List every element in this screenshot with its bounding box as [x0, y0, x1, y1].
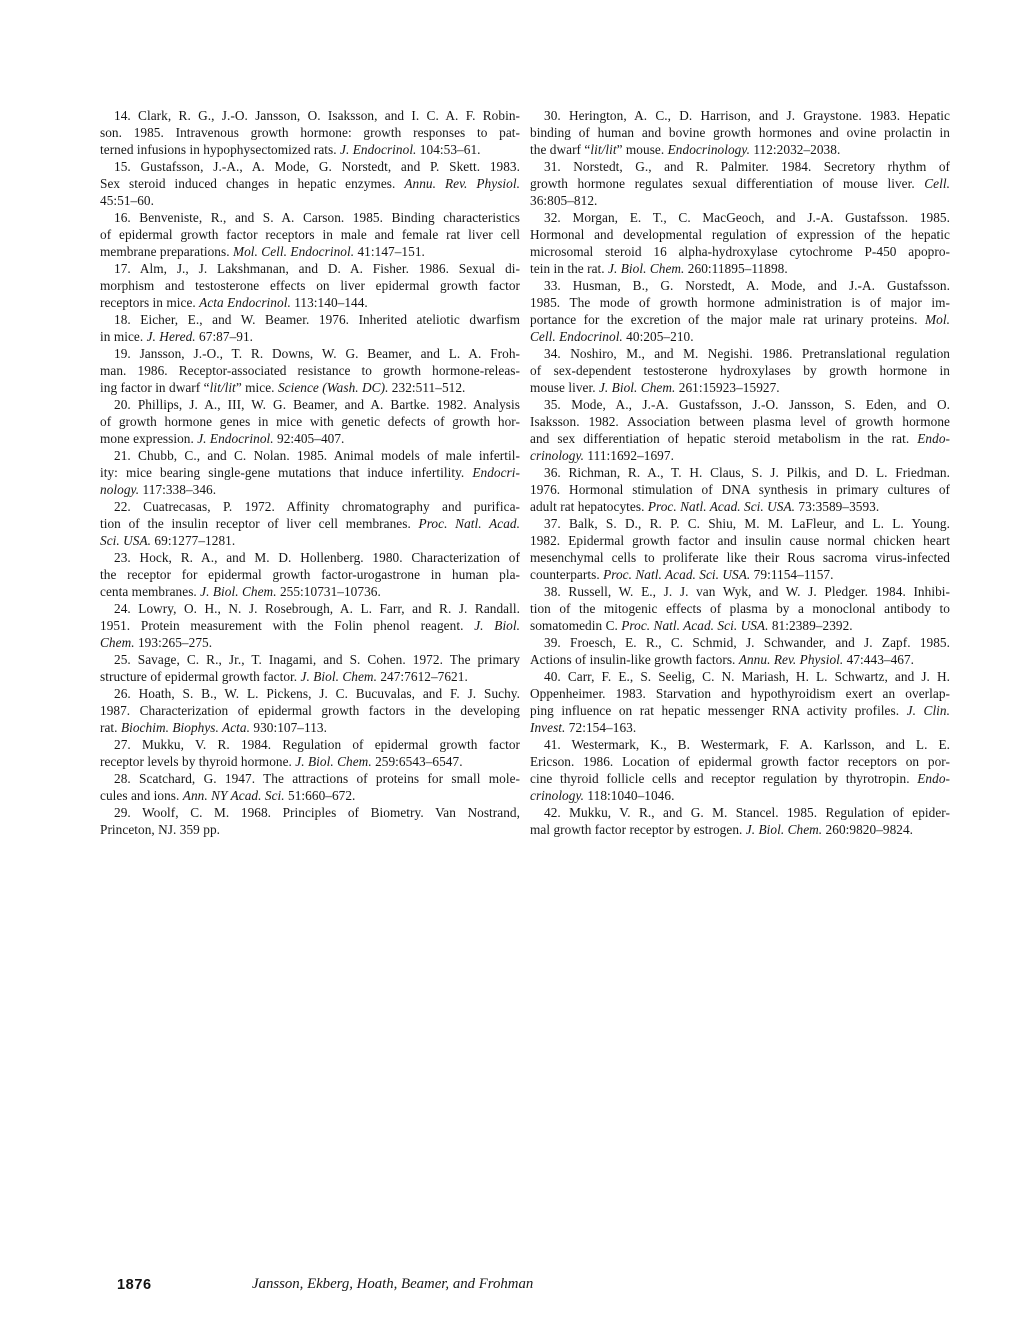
reference-line: 1982. Epidermal growth factor and insulin cause normal chicken heart: [530, 533, 950, 548]
reference-line: 18. Eicher, E., and W. Beamer. 1976. Inherited ateliotic dwarfism: [114, 312, 520, 327]
reference-item: [100, 651, 520, 685]
reference-line: cine thyroid follicle cells and receptor regulation by thyrotropin. Endo-: [530, 771, 950, 786]
reference-line: Actions of insulin-like growth factors. Annu. Rev. Physiol. 47:443–467.: [530, 652, 915, 667]
reference-line: 36:805–812.: [530, 193, 598, 208]
reference-line: cules and ions. Ann. NY Acad. Sci. 51:660–672.: [100, 788, 356, 803]
reference-line: receptors in mice. Acta Endocrinol. 113:140–144.: [100, 295, 368, 310]
reference-item: [530, 396, 950, 464]
reference-line: crinology. 118:1040–1046.: [530, 788, 675, 803]
reference-line: 14. Clark, R. G., J.-O. Jansson, O. Isaksson, and I. C. A. F. Robin-: [114, 108, 520, 123]
reference-line: and sex differentiation of hepatic steroid metabolism in the rat. Endo-: [530, 431, 950, 446]
reference-line: nology. 117:338–346.: [100, 482, 217, 497]
reference-line: 34. Noshiro, M., and M. Negishi. 1986. Pretranslational regulation: [544, 346, 950, 361]
reference-item: [530, 736, 950, 804]
reference-line: 39. Froesch, E. R., C. Schmid, J. Schwander, and J. Zapf. 1985.: [544, 635, 950, 650]
reference-line: 31. Norstedt, G., and R. Palmiter. 1984. Secretory rhythm of: [544, 159, 950, 174]
reference-line: tion of the insulin receptor of liver cell membranes. Proc. Natl. Acad.: [100, 516, 520, 531]
reference-line: 42. Mukku, V. R., and G. M. Stancel. 1985. Regulation of epider-: [544, 805, 950, 820]
reference-line: binding of human and bovine growth hormones and ovine prolactin in: [530, 125, 950, 140]
reference-item: [530, 515, 950, 583]
reference-line: 17. Alm, J., J. Lakshmanan, and D. A. Fisher. 1986. Sexual di-: [114, 261, 520, 276]
reference-line: Oppenheimer. 1983. Starvation and hypothyroidism exert an overlap-: [530, 686, 950, 701]
running-footer-authors: Jansson, Ekberg, Hoath, Beamer, and Frohman: [252, 1276, 534, 1292]
reference-line: portance for the excretion of the major male rat urinary proteins. Mol.: [530, 312, 950, 327]
reference-line: tion of the mitogenic effects of plasma by a monoclonal antibody to: [530, 601, 950, 616]
reference-line: 35. Mode, A., J.-A. Gustafsson, J.-O. Jansson, S. Eden, and O.: [544, 397, 950, 412]
reference-line: terned infusions in hypophysectomized rats. J. Endocrinol. 104:53–61.: [100, 142, 481, 157]
reference-line: morphism and testosterone effects on liver epidermal growth factor: [100, 278, 520, 293]
reference-line: 20. Phillips, J. A., III, W. G. Beamer, and A. Bartke. 1982. Analysis: [114, 397, 520, 412]
reference-item: [530, 107, 950, 158]
reference-line: mone expression. J. Endocrinol. 92:405–407.: [100, 431, 345, 446]
reference-line: Isaksson. 1982. Association between plasma level of growth hormone: [530, 414, 950, 429]
reference-line: membrane preparations. Mol. Cell. Endocrinol. 41:147–151.: [100, 244, 425, 259]
reference-item: [530, 158, 950, 209]
reference-item: [100, 260, 520, 311]
reference-line: Sex steroid induced changes in hepatic enzymes. Annu. Rev. Physiol.: [100, 176, 520, 191]
reference-line: Cell. Endocrinol. 40:205–210.: [530, 329, 694, 344]
reference-item: [100, 345, 520, 396]
reference-item: [100, 600, 520, 651]
reference-item: [100, 770, 520, 804]
page-number: 1876: [117, 1277, 152, 1293]
reference-line: 37. Balk, S. D., R. P. C. Shiu, M. M. LaFleur, and L. L. Young.: [544, 516, 950, 531]
reference-line: centa membranes. J. Biol. Chem. 255:10731–10736.: [100, 584, 381, 599]
reference-line: ing factor in dwarf “lit/lit” mice. Science (Wash. DC). 232:511–512.: [100, 380, 466, 395]
reference-line: Hormonal and developmental regulation of expression of the hepatic: [530, 227, 950, 242]
reference-item: [530, 464, 950, 515]
reference-line: 41. Westermark, K., B. Westermark, F. A. Karlsson, and L. E.: [544, 737, 950, 752]
reference-item: [530, 277, 950, 345]
reference-item: [100, 107, 520, 158]
reference-line: 36. Richman, R. A., T. H. Claus, S. J. Pilkis, and D. L. Friedman.: [544, 465, 950, 480]
reference-line: 30. Herington, A. C., D. Harrison, and J. Graystone. 1983. Hepatic: [544, 108, 950, 123]
reference-line: son. 1985. Intravenous growth hormone: growth responses to pat-: [100, 125, 520, 140]
reference-line: 23. Hock, R. A., and M. D. Hollenberg. 1980. Characterization of: [114, 550, 520, 565]
reference-line: the receptor for epidermal growth factor-urogastrone in human pla-: [100, 567, 520, 582]
reference-line: Chem. 193:265–275.: [100, 635, 213, 650]
reference-item: [100, 396, 520, 447]
reference-line: 15. Gustafsson, J.-A., A. Mode, G. Norstedt, and P. Skett. 1983.: [114, 159, 520, 174]
reference-line: 33. Husman, B., G. Norstedt, A. Mode, and J.-A. Gustafsson.: [544, 278, 950, 293]
reference-line: 29. Woolf, C. M. 1968. Principles of Biometry. Van Nostrand,: [114, 805, 520, 820]
reference-line: 1985. The mode of growth hormone administration is of major im-: [530, 295, 950, 310]
reference-item: [100, 447, 520, 498]
reference-line: rat. Biochim. Biophys. Acta. 930:107–113.: [100, 720, 327, 735]
reference-line: Ericson. 1986. Location of epidermal growth factor receptors on por-: [530, 754, 950, 769]
reference-line: 19. Jansson, J.-O., T. R. Downs, W. G. Beamer, and L. A. Froh-: [114, 346, 520, 361]
references-column-left: [100, 107, 520, 838]
reference-item: [530, 209, 950, 277]
reference-item: [100, 311, 520, 345]
reference-line: 21. Chubb, C., and C. Nolan. 1985. Animal models of male infertil-: [114, 448, 520, 463]
reference-line: microsomal steroid 16 alpha-hydroxylase cytochrome P-450 apopro-: [530, 244, 950, 259]
reference-line: counterparts. Proc. Natl. Acad. Sci. USA. 79:1154–1157.: [530, 567, 834, 582]
reference-item: [100, 158, 520, 209]
reference-line: of sex-dependent testosterone hydroxylases by growth hormone in: [530, 363, 950, 378]
reference-line: 1951. Protein measurement with the Folin phenol reagent. J. Biol.: [100, 618, 520, 633]
reference-line: 28. Scatchard, G. 1947. The attractions of proteins for small mole-: [114, 771, 520, 786]
reference-line: 32. Morgan, E. T., C. MacGeoch, and J.-A. Gustafsson. 1985.: [544, 210, 950, 225]
reference-item: [530, 634, 950, 668]
reference-line: 45:51–60.: [100, 193, 155, 208]
reference-line: Princeton, NJ. 359 pp.: [100, 822, 221, 837]
reference-line: Invest. 72:154–163.: [530, 720, 637, 735]
reference-line: structure of epidermal growth factor. J. Biol. Chem. 247:7612–7621.: [100, 669, 468, 684]
reference-line: somatomedin C. Proc. Natl. Acad. Sci. USA. 81:2389–2392.: [530, 618, 853, 633]
reference-line: man. 1986. Receptor-associated resistance to growth hormone-releas-: [100, 363, 520, 378]
reference-line: ity: mice bearing single-gene mutations that induce infertility. Endocri-: [100, 465, 520, 480]
reference-line: Sci. USA. 69:1277–1281.: [100, 533, 236, 548]
reference-line: mal growth factor receptor by estrogen. J. Biol. Chem. 260:9820–9824.: [530, 822, 914, 837]
reference-item: [100, 736, 520, 770]
reference-line: ping influence on rat hepatic messenger RNA activity profiles. J. Clin.: [530, 703, 950, 718]
reference-item: [100, 498, 520, 549]
references-section: [100, 107, 950, 838]
reference-line: mouse liver. J. Biol. Chem. 261:15923–15927.: [530, 380, 780, 395]
references-column-right: [530, 107, 950, 838]
reference-line: mesenchymal cells to proliferate like their Rous sacroma virus-infected: [530, 550, 950, 565]
reference-item: [530, 668, 950, 736]
reference-line: 24. Lowry, O. H., N. J. Rosebrough, A. L. Farr, and R. J. Randall.: [114, 601, 520, 616]
reference-line: 40. Carr, F. E., S. Seelig, C. N. Mariash, H. L. Schwartz, and J. H.: [544, 669, 950, 684]
reference-item: [100, 549, 520, 600]
reference-line: 1987. Characterization of epidermal growth factors in the developing: [100, 703, 520, 718]
reference-line: the dwarf “lit/lit” mouse. Endocrinology. 112:2032–2038.: [530, 142, 841, 157]
reference-item: [100, 209, 520, 260]
reference-line: 38. Russell, W. E., J. J. van Wyk, and W. J. Pledger. 1984. Inhibi-: [544, 584, 950, 599]
reference-line: of growth hormone genes in mice with genetic defects of growth hor-: [100, 414, 520, 429]
reference-line: of epidermal growth factor receptors in male and female rat liver cell: [100, 227, 520, 242]
reference-line: 1976. Hormonal stimulation of DNA synthesis in primary cultures of: [530, 482, 950, 497]
reference-item: [530, 583, 950, 634]
reference-item: [530, 345, 950, 396]
reference-item: [100, 685, 520, 736]
reference-line: 26. Hoath, S. B., W. L. Pickens, J. C. Bucuvalas, and F. J. Suchy.: [114, 686, 520, 701]
reference-line: 16. Benveniste, R., and S. A. Carson. 1985. Binding characteristics: [114, 210, 520, 225]
reference-line: 22. Cuatrecasas, P. 1972. Affinity chromatography and purifica-: [114, 499, 520, 514]
reference-item: [530, 804, 950, 838]
reference-line: adult rat hepatocytes. Proc. Natl. Acad. Sci. USA. 73:3589–3593.: [530, 499, 880, 514]
reference-line: receptor levels by thyroid hormone. J. Biol. Chem. 259:6543–6547.: [100, 754, 463, 769]
reference-line: growth hormone regulates sexual differentiation of mouse liver. Cell.: [530, 176, 950, 191]
reference-line: 25. Savage, C. R., Jr., T. Inagami, and S. Cohen. 1972. The primary: [114, 652, 520, 667]
reference-line: crinology. 111:1692–1697.: [530, 448, 674, 463]
reference-line: in mice. J. Hered. 67:87–91.: [100, 329, 254, 344]
reference-line: 27. Mukku, V. R. 1984. Regulation of epidermal growth factor: [114, 737, 520, 752]
reference-item: [100, 804, 520, 838]
reference-line: tein in the rat. J. Biol. Chem. 260:11895–11898.: [530, 261, 788, 276]
